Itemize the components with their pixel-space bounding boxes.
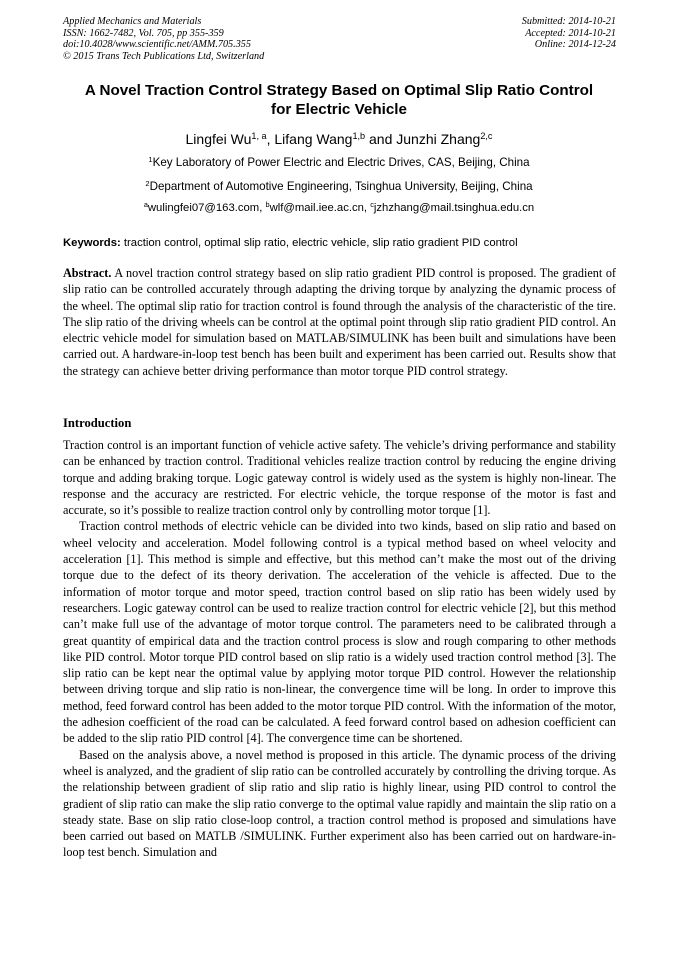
affiliation-number: 1 <box>148 154 153 164</box>
affiliation-2 <box>40 180 638 194</box>
copyright: © 2015 Trans Tech Publications Ltd, Switzerland <box>63 50 265 62</box>
author-name: Lingfei Wu <box>185 131 252 147</box>
header-dates <box>522 16 616 51</box>
submitted-date: Submitted: 2014-10-21 <box>521 16 616 27</box>
affiliation-1 <box>40 156 638 170</box>
email-mark: a <box>143 199 148 209</box>
header-publication-info <box>63 16 264 62</box>
abstract-label: Abstract. <box>63 266 112 280</box>
abstract <box>63 265 616 379</box>
email-mark: c <box>370 199 374 209</box>
affiliation-text: Key Laboratory of Power Electric and Electric Drives, CAS, Beijing, China <box>152 156 530 169</box>
title-line-2: for Electric Vehicle <box>271 100 407 118</box>
issn-volume: ISSN: 1662-7482, Vol. 705, pp 355-359 <box>63 27 224 39</box>
affiliation-text: Department of Automotive Engineering, Tsinghua University, Beijing, China <box>149 180 533 193</box>
email: wlf@mail.iee.ac.cn, <box>269 202 371 214</box>
abstract-text: A novel traction control strategy based on slip ratio gradient PID control is proposed. The gradient of slip ratio can be controlled accurately through adapting the driving torque by analyzing the dynamic process of the wheel. The optimal slip ratio for traction control is found through the analysis of the characteristic of the tire. The slip ratio of the driving wheels can be control at the optimal point through slip ratio gradient PID control. An electric vehicle model for simulation based on MATLAB/SIMULINK has been built and simulations have been carried out. A hardware-in-loop test bench has been built and experiment has been carried out. Results show that the strategy can achieve better driving performance than motor torque PID control strategy. <box>63 266 616 378</box>
introduction-body <box>63 437 616 861</box>
journal-name: Applied Mechanics and Materials <box>63 16 202 27</box>
email-mark: b <box>265 199 270 209</box>
author-affiliation-mark: 1,b <box>352 131 366 141</box>
author-name: Lifang Wang <box>274 131 353 147</box>
affiliation-number: 2 <box>145 178 150 188</box>
author-affiliation-mark: 2,c <box>480 131 493 141</box>
author-separator: and <box>365 131 397 147</box>
author-emails <box>40 201 638 215</box>
email: jzhzhang@mail.tsinghua.edu.cn <box>373 202 535 214</box>
section-heading-introduction: Introduction <box>63 416 132 430</box>
online-date: Online: 2014-12-24 <box>534 39 616 51</box>
intro-paragraph-3: Based on the analysis above, a novel method is proposed in this article. The dynamic process of the driving wheel is analyzed, and the gradient of slip ratio can be controlled accurately by controlling the driving torque. As the relationship between gradient of slip ratio and slip ratio is highly linear, using PID control to control the gradient of slip ratio can make the slip ratio converge to the optimal value rapidly and maintain the slip ratio on a steady state. Base on slip ratio close-loop control, a traction control method is proposed and simulations have been carried out based on MATLB /SIMULINK. Further experiment also has been carried out on hardware-in-loop test bench. Simulation and <box>63 747 616 860</box>
keywords <box>63 236 616 250</box>
intro-paragraph-2: Traction control methods of electric vehicle can be divided into two kinds, based on slip ratio and based on wheel velocity and acceleration. Model following control is a typical method based on wheel velocity and acceleration [1]. This method is simple and effective, but this method can’t make the most out of the driving torque due to the defect of its theory derivation. The acceleration of the vehicle is affected. Due to the information of motor torque and motor speed, traction control based on slip ratio has been widely used by researchers. Logic gateway control can be used to realize traction control for electric vehicle [2], but this method can’t make full use of the advantage of motor torque control. The parameters need to be calibrated through a great quantity of empirical data and the traction control process is slow and rough comparing to other methods like PID control. Motor torque PID control based on slip ratio is a widely used traction control method [3]. The slip ratio can be kept near the optimal value by applying motor torque PID control. However the relationship between driving torque and slip ratio is non-linear, the convergence time will be long. In order to improve this method, feed forward control has been added to the motor torque PID control. With the information of the motor, the adhesion coefficient of the road can be calculated. A feed forward control based on adhesion coefficient can be added to the slip ratio PID control [4]. The convergence time can be shortened. <box>63 519 616 746</box>
keywords-label: Keywords: <box>63 237 121 249</box>
email: wulingfei07@163.com, <box>147 202 266 214</box>
intro-paragraph-1: Traction control is an important function of vehicle active safety. The vehicle’s driving performance and stability can be enhanced by traction control. Traditional vehicles realize traction control by reducing the engine driving torque and adding braking torque. Logic gateway control is widely used as the system is highly non-linear. The response and the accuracy are restricted. For electric vehicle, the torque response of the motor is fast and accurate, so it’s possible to realize traction control only by controlling motor torque [1]. <box>63 438 616 518</box>
author-affiliation-mark: 1, a <box>251 131 267 141</box>
author-name: Junzhi Zhang <box>396 131 481 147</box>
title-line-1: A Novel Traction Control Strategy Based on Optimal Slip Ratio Control <box>84 82 594 99</box>
accepted-date: Accepted: 2014-10-21 <box>525 27 616 39</box>
keywords-text: traction control, optimal slip ratio, electric vehicle, slip ratio gradient PID control <box>120 237 518 249</box>
author-separator: , <box>266 131 275 147</box>
doi: doi:10.4028/www.scientific.net/AMM.705.355 <box>63 39 251 51</box>
author-list <box>40 130 638 148</box>
paper-title <box>40 82 638 119</box>
